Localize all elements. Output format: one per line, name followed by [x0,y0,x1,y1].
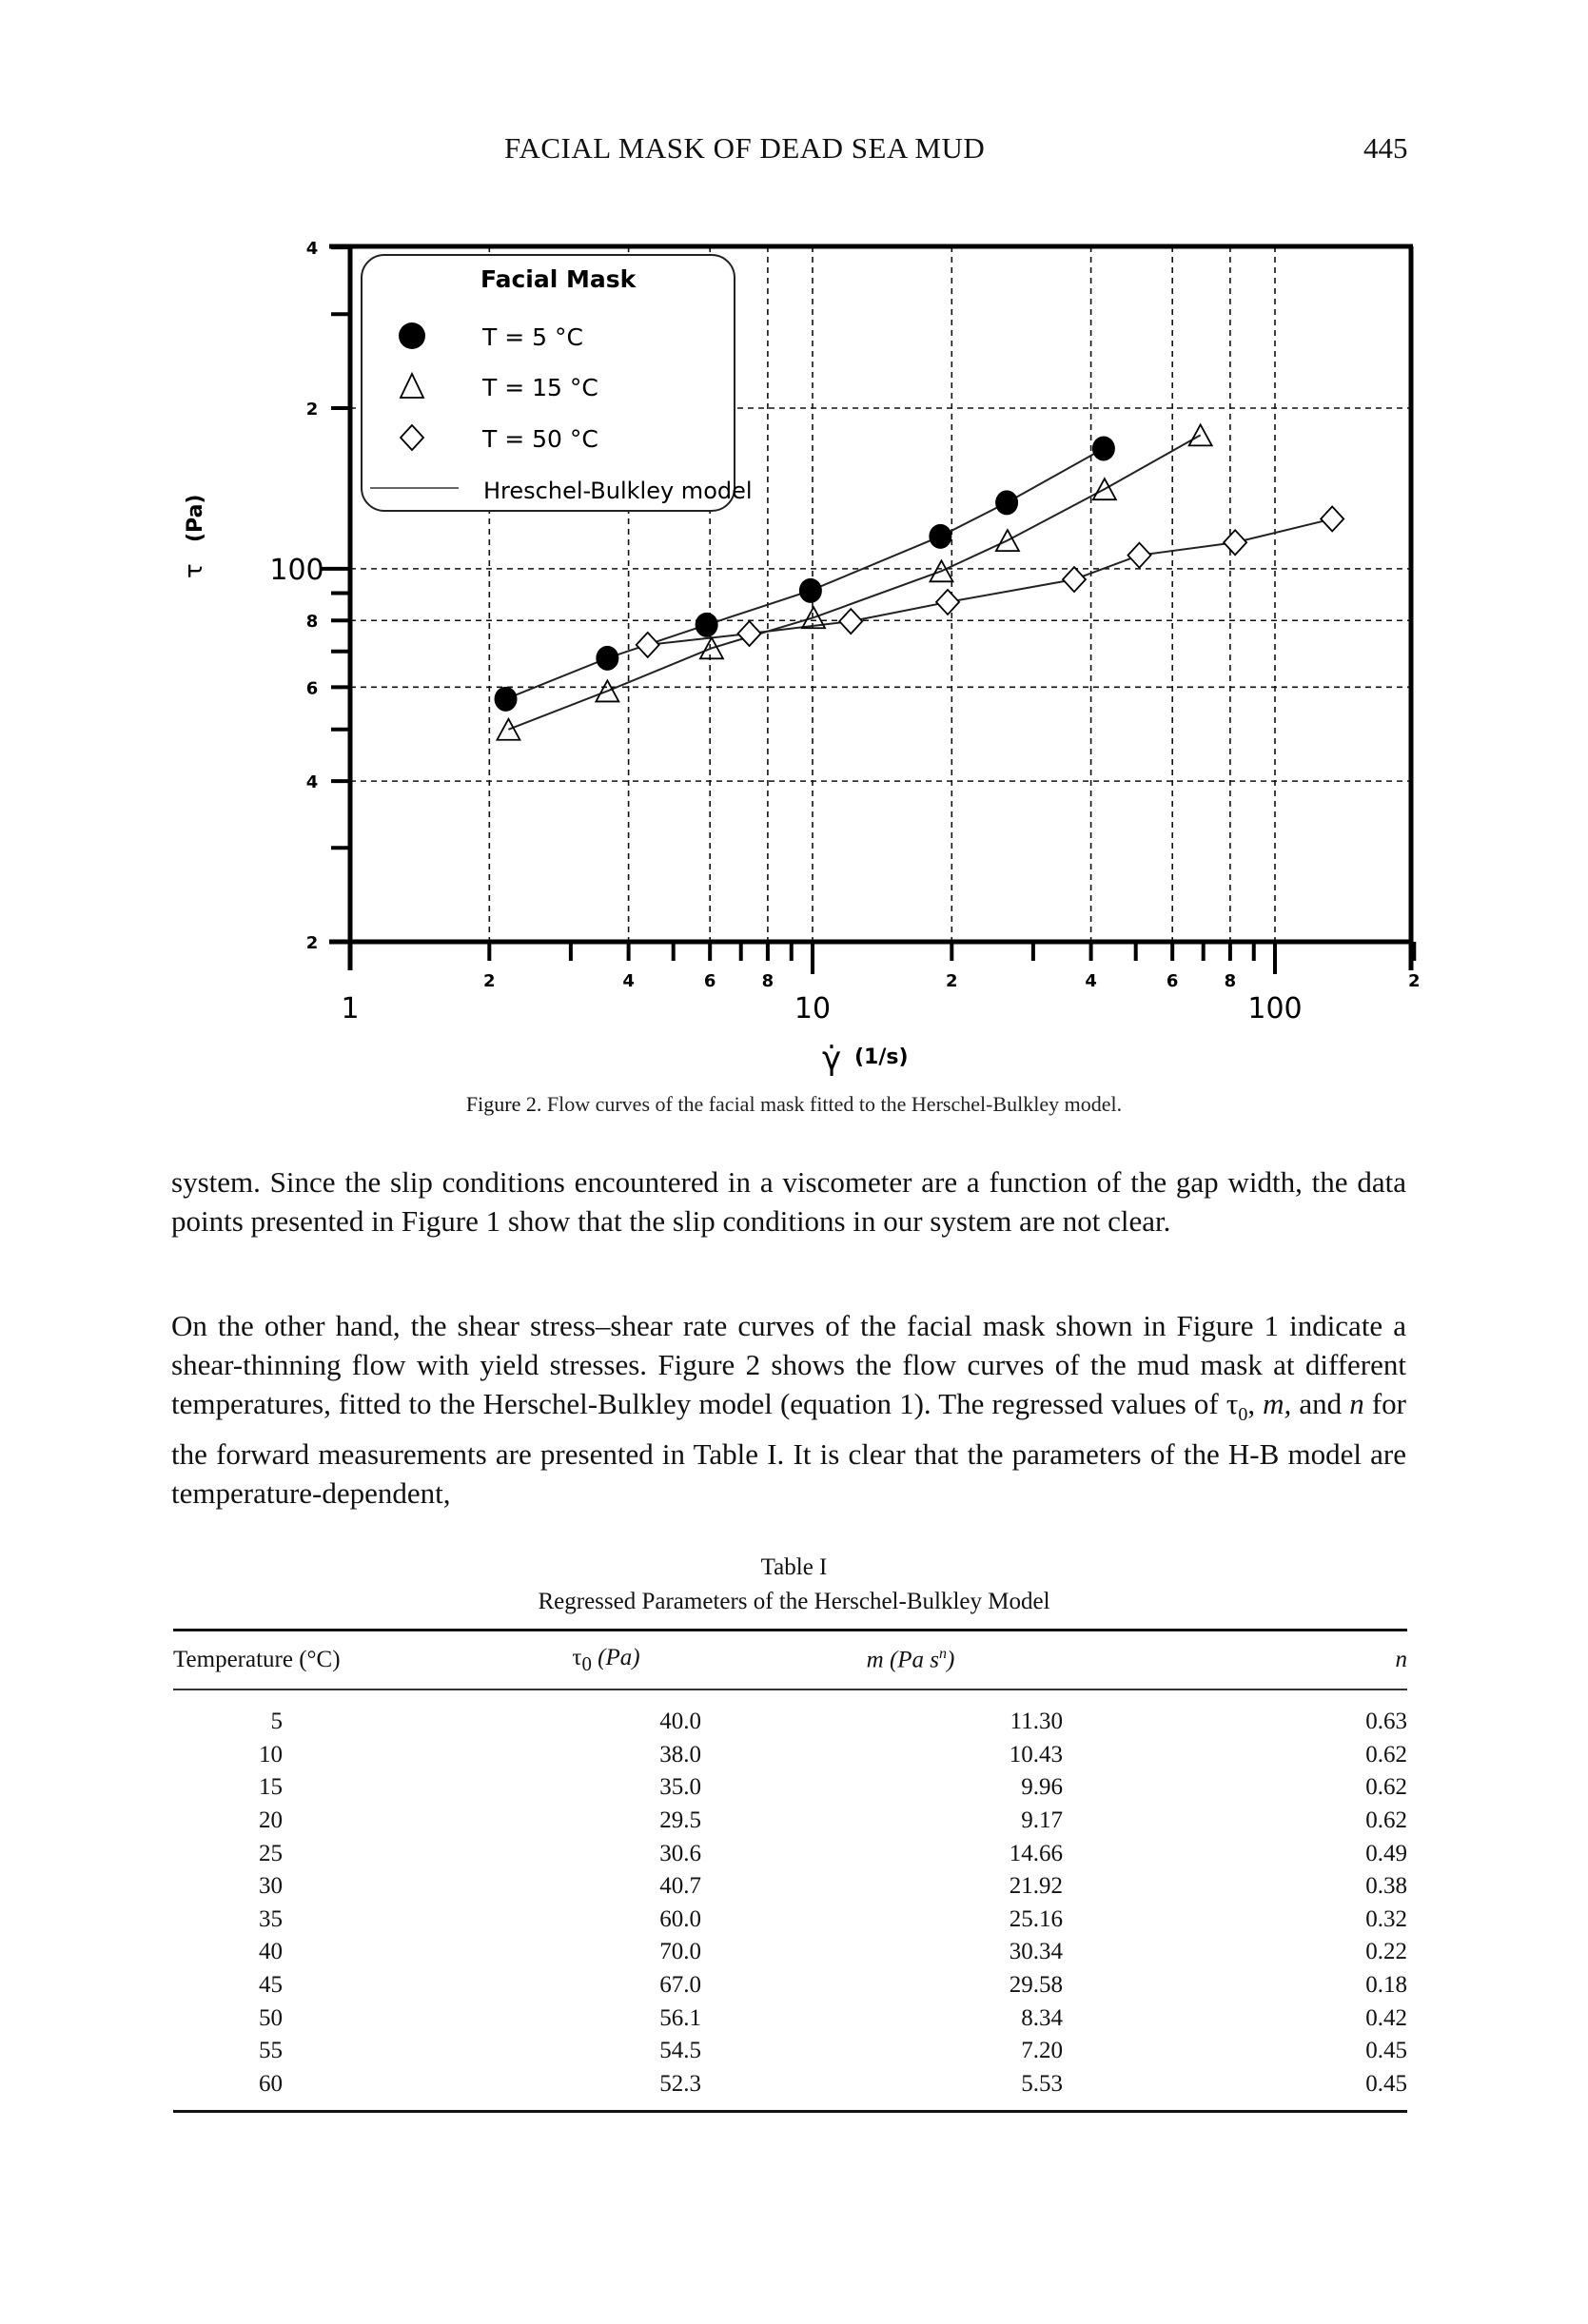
table-row [173,2068,1407,2101]
figure-2-chart [0,0,1588,1084]
x-tick-label: 2 [1408,971,1421,991]
cell-m: 25.16 [1009,1905,1063,1932]
table-bottom-rule [173,2110,1407,2113]
diamond-marker-icon [839,609,862,634]
paragraph-2-text-a: On the other hand, the shear stress–shear rate curves of the facial mask shown in Figure 1 indicate a shear-thinning flow with yield stresses. Figure 2 shows the flow curves of the mud mask at different temperatures, fitted to the Herschel-Bulkley model (equation 1). The regressed values of τ [171,1309,1406,1420]
cell-m: 10.43 [1009,1741,1063,1767]
table-row [173,1771,1407,1805]
legend-label-50c: T = 50 °C [482,425,598,453]
m-symbol: m [866,1647,884,1673]
y-tick-label: 2 [305,400,319,420]
m-unit-close: ) [947,1647,955,1673]
table-row [173,1870,1407,1904]
x-axis-title [822,1040,909,1078]
cell-temperature: 55 [259,2038,283,2064]
table-caption [0,1551,1588,1619]
cell-n: 0.49 [1365,1840,1407,1866]
paragraph-2-text-b: , [1247,1387,1264,1420]
y-tick-label: 6 [305,678,319,699]
table-row [173,2035,1407,2068]
cell-tau0: 30.6 [659,1840,701,1866]
header-temperature: Temperature (°C) [173,1647,341,1672]
caption-label: Figure 2. [465,1092,542,1116]
tau-symbol: τ [572,1644,582,1670]
cell-n: 0.45 [1365,2070,1407,2097]
symbol-n: n [1349,1387,1364,1420]
m-unit: (Pa s [889,1647,940,1673]
legend-label-15c: T = 15 °C [482,374,598,401]
x-tick-label: 2 [483,971,496,991]
diamond-marker-icon [1224,530,1246,555]
diamond-marker-icon [637,633,659,657]
paragraph-2-text-c: and [1291,1387,1350,1420]
cell-n: 0.63 [1365,1709,1407,1735]
cell-n: 0.62 [1365,1807,1407,1834]
tau-subscript: 0 [1238,1404,1248,1426]
x-tick-label: 8 [761,971,774,991]
cell-m: 5.53 [1021,2070,1063,2097]
cell-m: 7.20 [1021,2038,1063,2064]
legend [362,255,753,511]
diamond-marker-icon [738,621,761,646]
y-tick-label: 4 [305,239,319,260]
tau-subscript: 0 [581,1651,592,1675]
circle-marker-icon [929,524,951,549]
diamond-marker-icon [1063,567,1086,592]
table-label: Table I [760,1554,828,1580]
cell-m: 8.34 [1021,2004,1063,2031]
header-n [1068,1647,1407,1673]
x-axis-symbol: γ̇ [822,1040,842,1078]
parameters-table [173,1629,1407,2113]
y-axis-title [180,495,208,579]
cell-m: 29.58 [1009,1972,1063,1999]
table-row [173,1706,1407,1739]
page-number: 445 [1363,131,1408,165]
table-row [173,2002,1407,2035]
caption-text: Flow curves of the facial mask fitted to the Herschel-Bulkley model. [546,1092,1123,1116]
legend-circle-icon [399,322,425,349]
table-header-row [173,1631,1407,1689]
circle-marker-icon [596,646,618,671]
table-row [173,1837,1407,1870]
table-row [173,1904,1407,1937]
table-row [173,1936,1407,1969]
cell-tau0: 29.5 [659,1807,701,1834]
x-major-label: 1 [341,992,360,1025]
cell-tau0: 54.5 [659,2038,701,2064]
x-tick-label: 8 [1224,971,1237,991]
cell-m: 30.34 [1009,1939,1063,1965]
cell-temperature: 45 [259,1972,283,1999]
tau-unit: (Pa) [598,1644,640,1670]
cell-temperature: 10 [259,1741,283,1767]
cell-tau0: 38.0 [659,1741,701,1767]
table-body [173,1690,1407,2110]
cell-temperature: 15 [259,1774,283,1801]
circle-marker-icon [799,578,822,603]
x-tick-label: 6 [703,971,716,991]
cell-n: 0.38 [1365,1873,1407,1900]
diamond-marker-icon [1321,506,1343,531]
cell-n: 0.45 [1365,2038,1407,2064]
cell-tau0: 67.0 [659,1972,701,1999]
paragraph-2-text-d: for the forward measurements are presented in Table I. It is clear that the parameters of the H-B model are temperature-dependent, [171,1387,1406,1511]
x-axis-unit: (1/s) [854,1045,909,1069]
y-axis-unit: (Pa) [184,494,207,542]
circle-marker-icon [495,687,518,712]
legend-label-5c: T = 5 °C [482,323,583,351]
circle-marker-icon [696,613,718,637]
cell-tau0: 40.0 [659,1709,701,1735]
x-major-label: 10 [794,992,832,1025]
cell-temperature: 5 [270,1709,283,1735]
cell-temperature: 25 [259,1840,283,1866]
table-title: Regressed Parameters of the Herschel-Bulkley Model [538,1589,1050,1614]
header-m [754,1646,1068,1673]
cell-temperature: 50 [259,2004,283,2031]
table-row [173,1739,1407,1772]
cell-tau0: 35.0 [659,1774,701,1801]
y-axis-symbol: τ [180,563,208,578]
cell-n: 0.62 [1365,1774,1407,1801]
cell-tau0: 70.0 [659,1939,701,1965]
running-title: FACIAL MASK OF DEAD SEA MUD [504,131,986,165]
table-row [173,1969,1407,2002]
y-tick-label: 100 [269,553,324,587]
legend-label-model: Hreschel-Bulkley model [483,478,753,504]
cell-temperature: 20 [259,1807,283,1834]
cell-tau0: 60.0 [659,1905,701,1932]
cell-m: 9.17 [1021,1807,1063,1834]
cell-n: 0.22 [1365,1939,1407,1965]
cell-tau0: 52.3 [659,2070,701,2097]
x-tick-label: 2 [946,971,958,991]
figure-caption [0,1092,1588,1117]
diamond-marker-icon [1127,543,1150,568]
n-symbol: n [1395,1647,1407,1672]
circle-marker-icon [1092,436,1115,460]
table-row [173,1805,1407,1838]
y-tick-label: 4 [305,772,319,793]
legend-title: Facial Mask [480,265,637,293]
cell-m: 14.66 [1009,1840,1063,1866]
x-major-label: 100 [1247,992,1303,1025]
cell-n: 0.62 [1365,1741,1407,1767]
cell-m: 21.92 [1009,1873,1063,1900]
cell-m: 9.96 [1021,1774,1063,1801]
cell-m: 11.30 [1010,1709,1063,1735]
paragraph-2 [171,1306,1406,1513]
circle-marker-icon [995,490,1018,515]
x-tick-label: 4 [622,971,635,991]
y-tick-label: 8 [305,612,319,633]
diamond-marker-icon [936,590,959,615]
cell-temperature: 40 [259,1939,283,1965]
header-tau0 [459,1645,754,1676]
paragraph-1: system. Since the slip conditions encountered in a viscometer are a function of the gap width, the data points presented in Figure 1 show that the slip conditions in our system are not clear. [171,1165,1406,1238]
cell-temperature: 35 [259,1905,283,1932]
cell-n: 0.32 [1365,1905,1407,1932]
cell-n: 0.18 [1365,1972,1407,1999]
cell-tau0: 40.7 [659,1873,701,1900]
symbol-m: m, [1263,1387,1292,1420]
cell-tau0: 56.1 [659,2004,701,2031]
cell-n: 0.42 [1365,2004,1407,2031]
m-unit-exponent: n [939,1646,948,1663]
cell-temperature: 30 [259,1873,283,1900]
x-tick-label: 6 [1166,971,1179,991]
x-tick-label: 4 [1085,971,1097,991]
y-tick-label: 2 [305,933,319,953]
cell-temperature: 60 [259,2070,283,2097]
